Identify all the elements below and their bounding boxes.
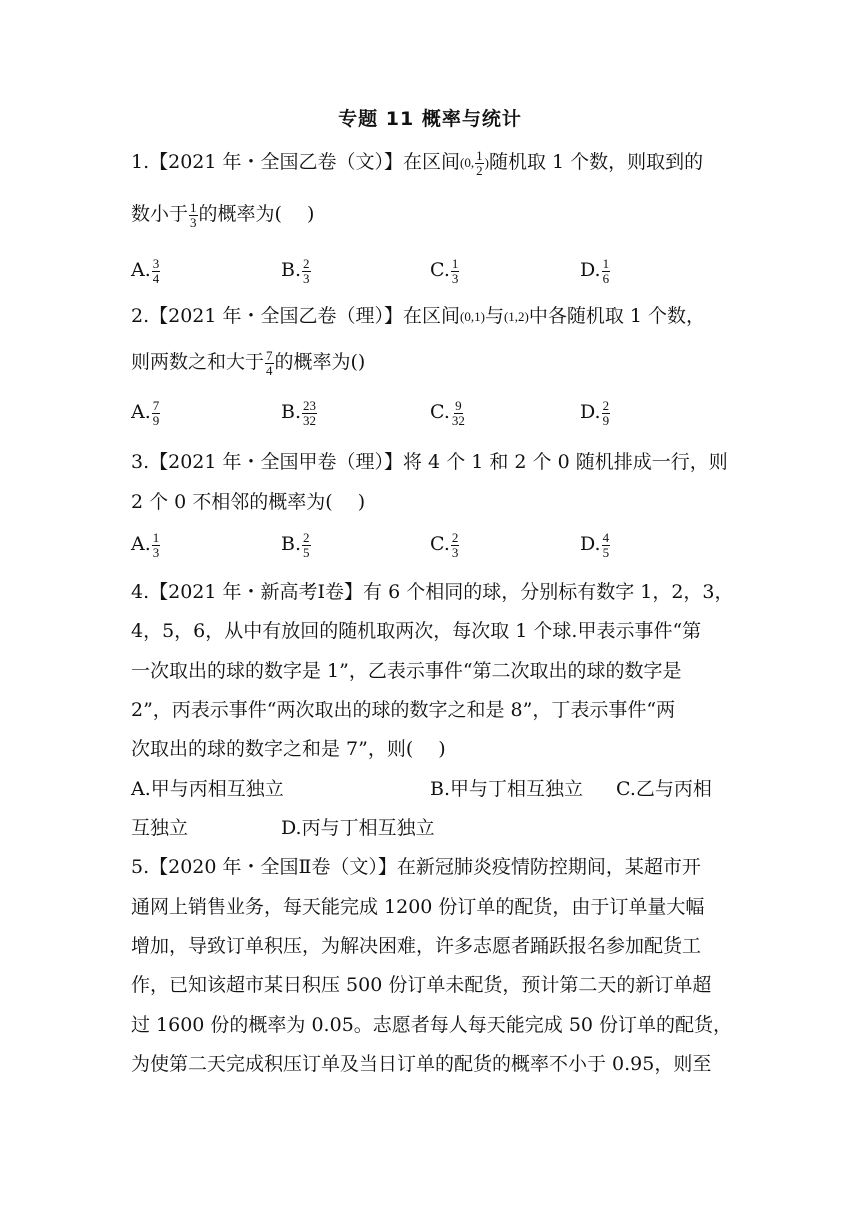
question-1-stem-cont: 随机取 1 个数，则取到的 — [488, 151, 704, 173]
question-4-line-3: 一次取出的球的数字是 1”，乙表示事件“第二次取出的球的数字是 — [131, 660, 682, 682]
q2-option-c: C. $\frac{9}{32}$ — [430, 397, 465, 428]
question-4-line-4: 2”，丙表示事件“两次取出的球的数字之和是 8”，丁表示事件“两 — [131, 699, 676, 721]
question-1-stem: 1.【2021 年・全国乙卷（文）】在区间 — [131, 151, 461, 173]
q1-option-d: D. $\frac{1}{6}$ — [580, 255, 610, 286]
question-1-fraction — [189, 201, 198, 230]
question-2-text: 则两数之和大于 — [131, 351, 265, 373]
q2-option-d: D. $\frac{2}{9}$ — [580, 397, 610, 428]
q1-option-b: B. $\frac{2}{3}$ — [281, 255, 310, 286]
question-3-line-2: 2 个 0 不相邻的概率为( ) — [131, 491, 366, 513]
fraction-denominator: 2 — [476, 162, 483, 178]
q1-option-c: C. $\frac{1}{3}$ — [430, 255, 459, 286]
question-5-line-6: 为使第二天完成积压订单及当日订单的配货的概率不小于 0.95，则至 — [131, 1053, 712, 1075]
question-3-line-1: 3.【2021 年・全国甲卷（理）】将 4 个 1 和 2 个 0 随机排成一行，则 — [131, 451, 728, 473]
q4-option-a: A.甲与丙相互独立 — [131, 778, 284, 800]
q3-option-b: B. $\frac{2}{5}$ — [281, 529, 310, 560]
fraction-denominator: 3 — [190, 214, 197, 230]
q1-option-a: A. $\frac{3}{4}$ — [131, 255, 160, 286]
q3-option-a: A. $\frac{1}{3}$ — [131, 529, 160, 560]
question-1-text: 数小于 — [131, 203, 189, 225]
question-5-line-2: 通网上销售业务，每天能完成 1200 份订单的配货，由于订单量大幅 — [131, 896, 705, 918]
q4-option-d: D.丙与丁相互独立 — [281, 817, 435, 839]
q4-option-c: C.乙与丙相 — [616, 778, 712, 800]
interval-open: (0, — [460, 155, 475, 170]
interval-b: (1,2) — [503, 309, 529, 324]
fraction-numerator: 1 — [476, 147, 483, 163]
q2-option-a: A. $\frac{7}{9}$ — [131, 397, 160, 428]
fraction-numerator: 1 — [190, 199, 197, 215]
interval-close: ) — [484, 155, 489, 170]
interval-fraction — [475, 149, 484, 178]
question-5-line-5: 过 1600 份的概率为 0.05。志愿者每人每天能完成 50 份订单的配货， — [131, 1014, 733, 1036]
question-2-stem: 2.【2021 年・全国乙卷（理）】在区间 — [131, 305, 461, 327]
question-4-line-1: 4.【2021 年・新高考Ⅰ卷】有 6 个相同的球，分别标有数字 1，2，3， — [131, 581, 734, 603]
conjunction: 与 — [484, 305, 504, 327]
interval-a: (0,1) — [460, 309, 485, 324]
question-1-text-end: 的概率为( ) — [198, 203, 315, 225]
question-1-line-1 — [131, 148, 731, 178]
question-1-line-2 — [131, 200, 731, 230]
question-2-line-2 — [131, 348, 731, 378]
question-4-line-5: 次取出的球的数字之和是 7”，则( ) — [131, 738, 446, 760]
question-4-line-2: 4，5，6，从中有放回的随机取两次，每次取 1 个球.甲表示事件“第 — [131, 620, 702, 642]
question-5-line-4: 作，已知该超市某日积压 500 份订单未配货，预计第二天的新订单超 — [131, 974, 712, 996]
question-2-line-1 — [131, 302, 731, 331]
question-5-line-1: 5.【2020 年・全国Ⅱ卷（文）】在新冠肺炎疫情防控期间，某超市开 — [131, 856, 701, 878]
question-2-stem-cont: 中各随机取 1 个数， — [528, 305, 706, 327]
q3-option-c: C. $\frac{2}{3}$ — [430, 529, 459, 560]
q4-option-b: B.甲与丁相互独立 — [430, 778, 584, 800]
question-2-fraction: $\frac{7}{4}$ — [266, 347, 273, 378]
q2-option-b: B. $\frac{23}{32}$ — [281, 397, 317, 428]
q4-option-c-cont: 互独立 — [131, 817, 189, 839]
page-title: 专题 11 概率与统计 — [338, 108, 522, 130]
question-5-line-3: 增加，导致订单积压，为解决困难，许多志愿者踊跃报名参加配货工 — [131, 935, 702, 957]
q3-option-d: D. $\frac{4}{5}$ — [580, 529, 610, 560]
question-2-text-end: 的概率为() — [274, 351, 366, 373]
